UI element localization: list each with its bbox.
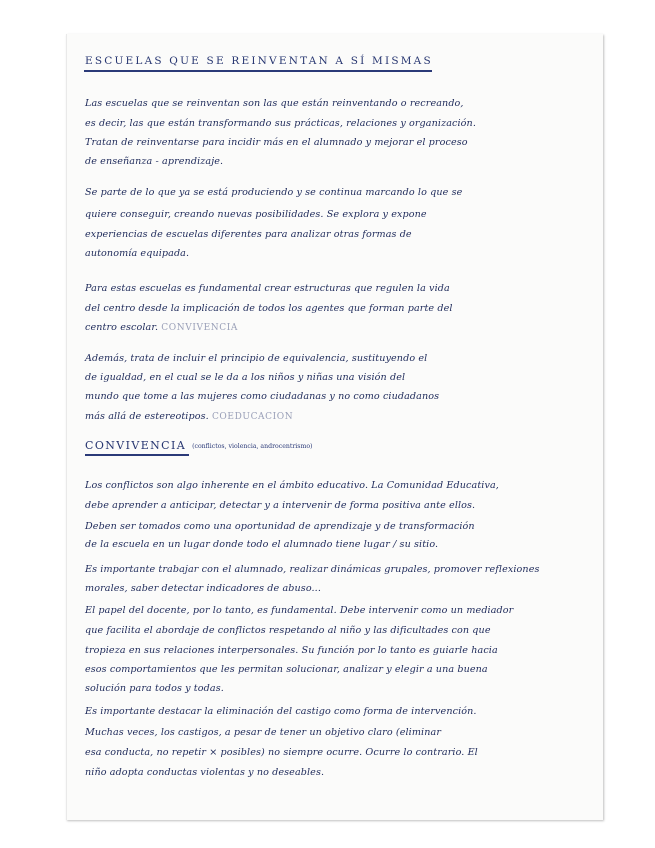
notebook-page (66, 34, 603, 820)
paragraph-2-line-2: quiere conseguir, creando nuevas posibilidades. Se explora y expone (85, 209, 427, 220)
tag-coeducacion: COEDUCACION (211, 412, 294, 422)
tag-convivencia: CONVIVENCIA (161, 323, 238, 333)
paragraph-2-line-1: Se parte de lo que ya se está produciendo y se continua marcando lo que se (85, 187, 463, 198)
section-heading-convivencia (85, 439, 312, 452)
s2-paragraph-2-line-1: Deben ser tomados como una oportunidad de aprendizaje y de transformación (85, 521, 475, 532)
paragraph-2-line-3: experiencias de escuelas diferentes para analizar otras formas de (85, 229, 412, 240)
paragraph-3-line-1: Para estas escuelas es fundamental crear estructuras que regulen la vida (85, 283, 450, 294)
s2-paragraph-2-line-2: de la escuela en un lugar donde todo el alumnado tiene lugar / su sitio. (85, 539, 439, 550)
paragraph-4-line-2: de igualdad, en el cual se le da a los niños y niñas una visión del (85, 372, 406, 383)
paragraph-3-line-3 (85, 322, 238, 333)
s2-paragraph-4-line-5: solución para todos y todas. (85, 683, 224, 694)
paragraph-1-line-3: Tratan de reinventarse para incidir más en el alumnado y mejorar el proceso (85, 137, 468, 148)
paragraph-2-line-4: autonomía equipada. (85, 248, 190, 259)
paragraph-1-line-2: es decir, las que están transformando sus prácticas, relaciones y organización. (85, 118, 476, 129)
title-underline (84, 70, 432, 72)
s2-paragraph-3-line-2: morales, saber detectar indicadores de abuso... (85, 583, 321, 594)
section-heading-text: CONVIVENCIA (85, 439, 187, 452)
paragraph-4-line-1: Además, trata de incluir el principio de equivalencia, sustituyendo el (85, 353, 428, 364)
s2-paragraph-1-line-2: debe aprender a anticipar, detectar y a intervenir de forma positiva ante ellos. (85, 500, 476, 511)
s2-paragraph-4-line-3: tropieza en sus relaciones interpersonales. Su función por lo tanto es guiarle hacia (85, 645, 498, 656)
paragraph-3-text: centro escolar. (85, 322, 159, 333)
s2-paragraph-4-line-1: El papel del docente, por lo tanto, es fundamental. Debe intervenir como un mediador (85, 605, 514, 616)
s2-paragraph-4-line-4: esos comportamientos que les permitan solucionar, analizar y elegir a una buena (85, 664, 488, 675)
paragraph-4-line-4 (85, 411, 293, 422)
s2-paragraph-4-line-2: que facilita el abordaje de conflictos respetando al niño y las dificultades con que (85, 625, 491, 636)
s2-paragraph-1-line-1: Los conflictos son algo inherente en el ámbito educativo. La Comunidad Educativa, (85, 480, 499, 491)
s2-paragraph-5-line-4: niño adopta conductas violentas y no deseables. (85, 767, 325, 778)
paragraph-1-line-4: de enseñanza - aprendizaje. (85, 156, 224, 167)
section-heading-underline (85, 454, 189, 456)
paragraph-3-line-2: del centro desde la implicación de todos los agentes que forman parte del (85, 303, 453, 314)
s2-paragraph-5-line-2: Muchas veces, los castigos, a pesar de tener un objetivo claro (eliminar (85, 727, 441, 738)
s2-paragraph-5-line-1: Es importante destacar la eliminación del castigo como forma de intervención. (85, 706, 477, 717)
s2-paragraph-5-line-3: esa conducta, no repetir × posibles) no siempre ocurre. Ocurre lo contrario. El (85, 747, 478, 758)
section-subheading: (conflictos, violencia, androcentrismo) (192, 443, 313, 450)
paragraph-1-line-1: Las escuelas que se reinventan son las que están reinventando o recreando, (85, 98, 464, 109)
paragraph-4-line-3: mundo que tome a las mujeres como ciudadanas y no como ciudadanos (85, 391, 440, 402)
page-title: ESCUELAS QUE SE REINVENTAN A SÍ MISMAS (85, 55, 433, 67)
paragraph-4-text: más allá de estereotipos. (85, 411, 209, 422)
s2-paragraph-3-line-1: Es importante trabajar con el alumnado, realizar dinámicas grupales, promover reflexiones (85, 564, 540, 575)
